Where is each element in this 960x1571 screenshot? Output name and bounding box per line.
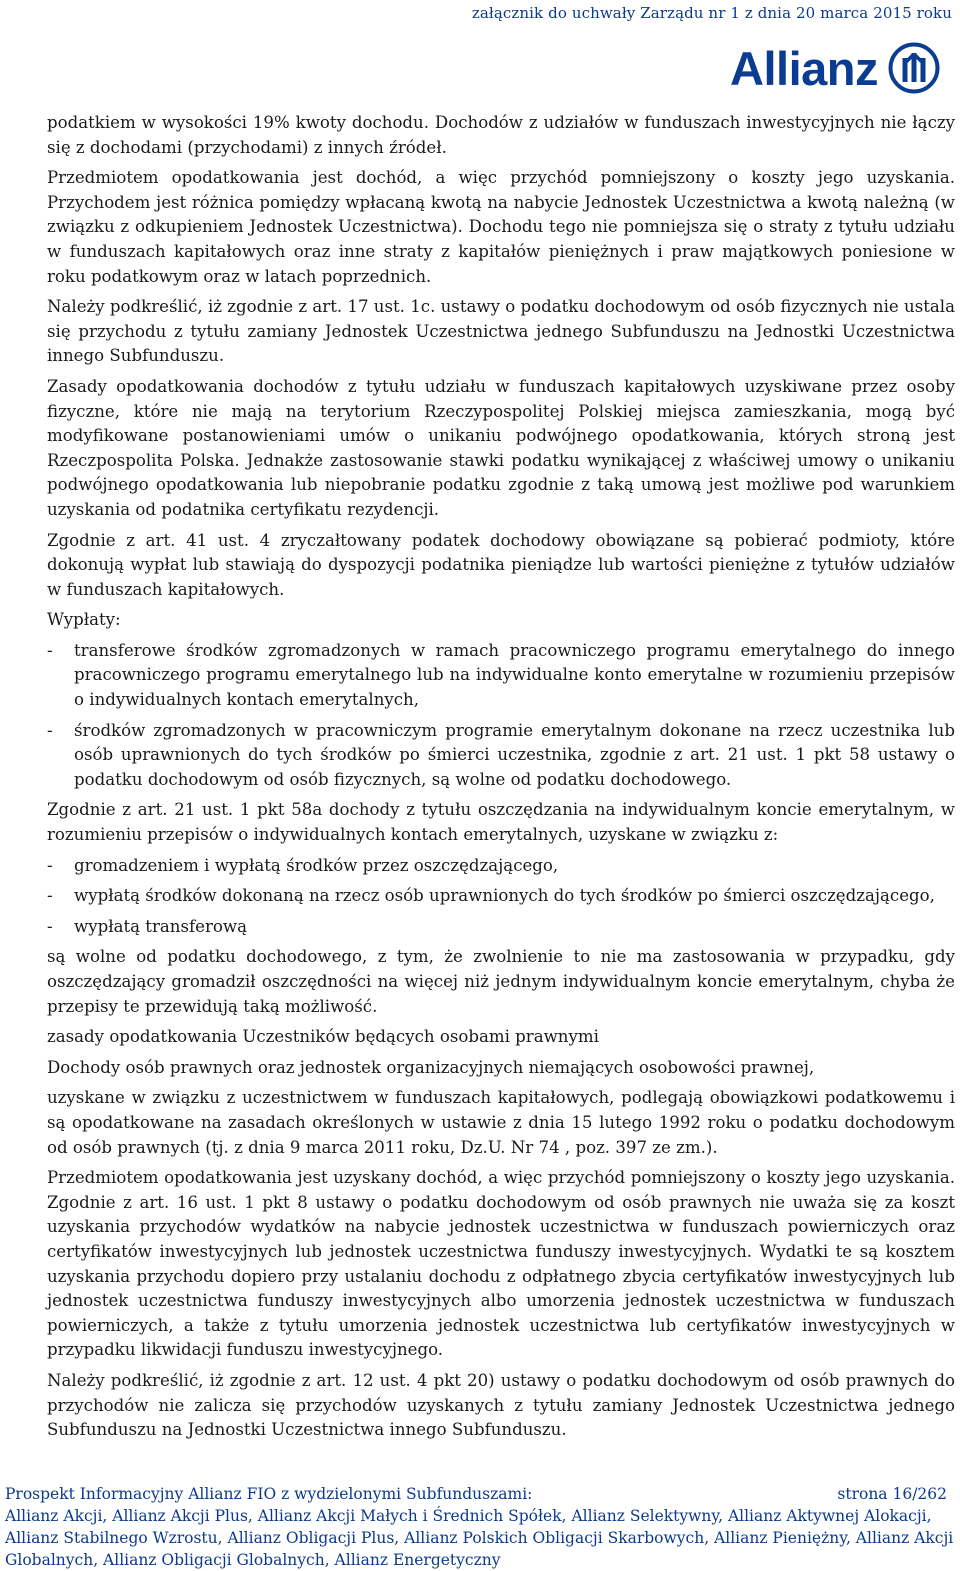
- list-item-text: wypłatą środków dokonaną na rzecz osób uprawnionych do tych środków po śmierci oszczędzającego,: [74, 886, 935, 906]
- section-heading: zasady opodatkowania Uczestników będących osobami prawnymi: [47, 1027, 599, 1047]
- list-item-text: gromadzeniem i wypłatą środków przez oszczędzającego,: [74, 855, 559, 875]
- list-dash: -: [47, 916, 53, 936]
- paragraph: Należy podkreślić, iż zgodnie z art. 12 ust. 4 pkt 20) ustawy o podatku dochodowym od osób prawnych do przychodów nie zalicza się przychodów uzyskanych z tytułu zamiany Jednostek Uczestnictwa jednego Subfunduszu na Jednostki Uczestnictwa innego Subfunduszu.: [47, 1370, 955, 1440]
- footer-fund-list: Globalnych, Allianz Obligacji Globalnych, Allianz Energetyczny: [5, 1551, 501, 1569]
- list-dash: -: [47, 886, 53, 906]
- allianz-logo: [730, 42, 940, 94]
- paragraph: uzyskane w związku z uczestnictwem w funduszach kapitałowych, podlegają obowiązkowi podatkowemu i są opodatkowane na zasadach określonych w ustawie z dnia 15 lutego 1992 roku o podatku dochodowym od osób prawnych (tj. z dnia 9 marca 2011 roku, Dz.U. Nr 74 , poz. 397 ze zm.).: [47, 1088, 955, 1157]
- list-item: [47, 915, 955, 940]
- list-item: [47, 719, 955, 793]
- logo-wordmark: Allianz: [730, 41, 878, 95]
- list-item-text: transferowe środków zgromadzonych w ramach pracowniczego programu emerytalnego do innego pracowniczego programu emerytalnego lub na indywidualne konto emerytalne w rozumieniu przepisów o indywidualnych kontach emerytalnych,: [74, 640, 955, 710]
- list-item: [47, 854, 955, 879]
- document-body: [47, 111, 955, 1449]
- list-item: [47, 884, 955, 909]
- page-number: strona 16/262: [837, 1485, 947, 1503]
- list-dash: -: [47, 640, 53, 660]
- header-note: załącznik do uchwały Zarządu nr 1 z dnia 20 marca 2015 roku: [471, 4, 952, 22]
- list-dash: -: [47, 720, 53, 740]
- list-item: [47, 639, 955, 713]
- footer-fund-list: Allianz Akcji, Allianz Akcji Plus, Allianz Akcji Małych i Średnich Spółek, Allianz Selektywny, Allianz Aktywnej Alokacji,: [5, 1507, 932, 1525]
- paragraph: Wypłaty:: [47, 610, 121, 630]
- paragraph: Zasady opodatkowania dochodów z tytułu udziału w funduszach kapitałowych uzyskiwane przez osoby fizyczne, które nie mają na terytorium Rzeczypospolitej Polskiej miejsca zamieszkania, mogą być modyfikowane postanowieniami umów o unikaniu podwójnego opodatkowania, których stroną jest Rzeczpospolita Polska. Jednakże zastosowanie stawki podatku wynikającej z właściwej umowy o unikaniu podwójnego opodatkowania lub niepobranie podatku zgodnie z taką umową jest możliwe pod warunkiem uzyskania od podatnika certyfikatu rezydencji.: [47, 376, 955, 519]
- list-dash: -: [47, 855, 53, 875]
- paragraph: Przedmiotem opodatkowania jest dochód, a więc przychód pomniejszony o koszty jego uzyskania. Przychodem jest różnica pomiędzy wpłacaną kwotą na nabycie Jednostek Uczestnictwa a kwotą należną (w związku z odkupieniem Jednostek Uczestnictwa). Dochodu tego nie pomniejsza się o straty z tytułu udziału w funduszach kapitałowych oraz inne straty z kapitałów pieniężnych i praw majątkowych poniesione w roku podatkowym oraz w latach poprzednich.: [47, 168, 955, 286]
- footer-title: Prospekt Informacyjny Allianz FIO z wydzielonymi Subfunduszami:: [5, 1485, 533, 1503]
- paragraph: Należy podkreślić, iż zgodnie z art. 17 ust. 1c. ustawy o podatku dochodowym od osób fizycznych nie ustala się przychodu z tytułu zamiany Jednostek Uczestnictwa jednego Subfunduszu na Jednostki Uczestnictwa innego Subfunduszu.: [47, 297, 955, 366]
- allianz-eagle-icon: [888, 42, 940, 94]
- footer-fund-list: Allianz Stabilnego Wzrostu, Allianz Obligacji Plus, Allianz Polskich Obligacji Skarbowych, Allianz Pieniężny, Allianz Akcji: [5, 1529, 954, 1547]
- paragraph: podatkiem w wysokości 19% kwoty dochodu. Dochodów z udziałów w funduszach inwestycyjnych nie łączy się z dochodami (przychodami) z innych źródeł.: [47, 113, 955, 157]
- paragraph: Dochody osób prawnych oraz jednostek organizacyjnych niemających osobowości prawnej,: [47, 1057, 815, 1077]
- page-footer: [5, 1483, 955, 1571]
- paragraph: Zgodnie z art. 41 ust. 4 zryczałtowany podatek dochodowy obowiązane są pobierać podmioty, które dokonują wypłat lub stawiają do dyspozycji podatnika pieniądze lub wartości pieniężne z tytułów udziałów w funduszach kapitałowych.: [47, 530, 955, 599]
- list-item-text: wypłatą transferową: [74, 916, 247, 936]
- paragraph: Zgodnie z art. 21 ust. 1 pkt 58a dochody z tytułu oszczędzania na indywidualnym koncie emerytalnym, w rozumieniu przepisów o indywidualnych kontach emerytalnych, uzyskane w związku z:: [47, 800, 955, 845]
- paragraph: są wolne od podatku dochodowego, z tym, że zwolnienie to nie ma zastosowania w przypadku, gdy oszczędzający gromadził oszczędności na więcej niż jednym indywidualnym koncie emerytalnym, chyba że przepisy te przewidują taką możliwość.: [47, 947, 955, 1016]
- list-item-text: środków zgromadzonych w pracowniczym programie emerytalnym dokonane na rzecz uczestnika lub osób uprawnionych do tych środków po śmierci uczestnika, zgodnie z art. 21 ust. 1 pkt 58 ustawy o podatku dochodowym od osób fizycznych, są wolne od podatku dochodowego.: [74, 720, 955, 789]
- paragraph: Przedmiotem opodatkowania jest uzyskany dochód, a więc przychód pomniejszony o koszty jego uzyskania. Zgodnie z art. 16 ust. 1 pkt 8 ustawy o podatku dochodowym od osób prawnych nie uważa się za koszt uzyskania przychodów wydatków na nabycie jednostek uczestnictwa w funduszach powierniczych oraz certyfikatów inwestycyjnych lub jednostek uczestnictwa funduszy inwestycyjnych. Wydatki te są kosztem uzyskania przychodu dopiero przy ustalaniu dochodu z odpłatnego zbycia certyfikatów inwestycyjnych lub jednostek uczestnictwa funduszy inwestycyjnych albo umorzenia jednostek uczestnictwa w funduszach powierniczych, a także z tytułu umorzenia jednostek uczestnictwa lub certyfikatów inwestycyjnych w przypadku likwidacji funduszu inwestycyjnego.: [47, 1168, 955, 1360]
